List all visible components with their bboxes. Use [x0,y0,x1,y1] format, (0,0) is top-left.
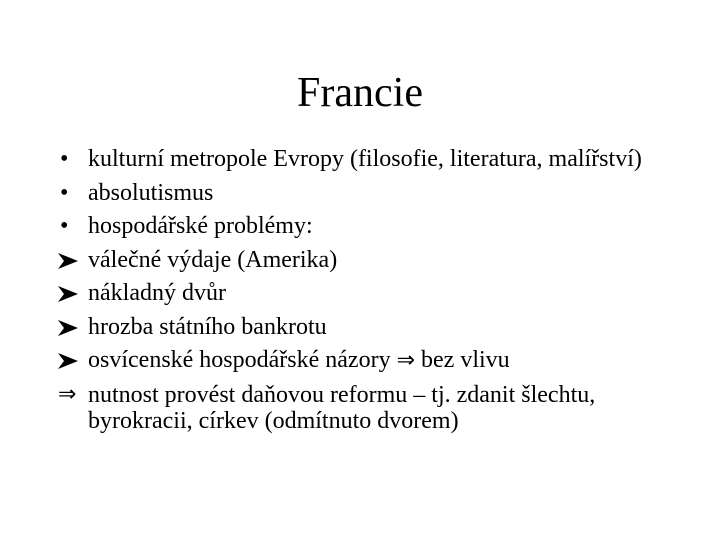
list-item [58,280,678,306]
list-item-text: nutnost provést daňovou reformu – tj. zdanit šlechtu, byrokracii, církev (odmítnuto dvorem) [88,381,596,434]
bullet-icon: • [60,146,69,172]
list-item-text-before: osvícenské hospodářské názory [88,347,391,373]
list-item [58,247,678,273]
list-item-text-after: bez vlivu [421,347,510,373]
slide-title: Francie [297,70,423,116]
bullet-list [58,146,678,441]
list-item [58,146,678,172]
list-item-text: nákladný dvůr [88,280,226,306]
list-item-text: kulturní metropole Evropy (filosofie, literatura, malířství) [88,146,642,172]
list-item [58,213,678,239]
list-item-text: hrozba státního bankrotu [88,313,327,340]
list-item [58,382,678,434]
list-item-text [88,347,510,373]
implies-arrow-icon: ⇒ [58,381,77,407]
list-item-text: válečné výdaje (Amerika) [88,246,338,273]
list-item-text: absolutismus [88,179,214,206]
list-item-text: hospodářské problémy: [88,213,313,239]
list-item [58,180,678,206]
bullet-icon: • [60,213,69,239]
bullet-icon: • [60,179,69,206]
implies-arrow-icon: ⇒ [396,348,416,373]
list-item [58,347,678,374]
list-item [58,314,678,340]
